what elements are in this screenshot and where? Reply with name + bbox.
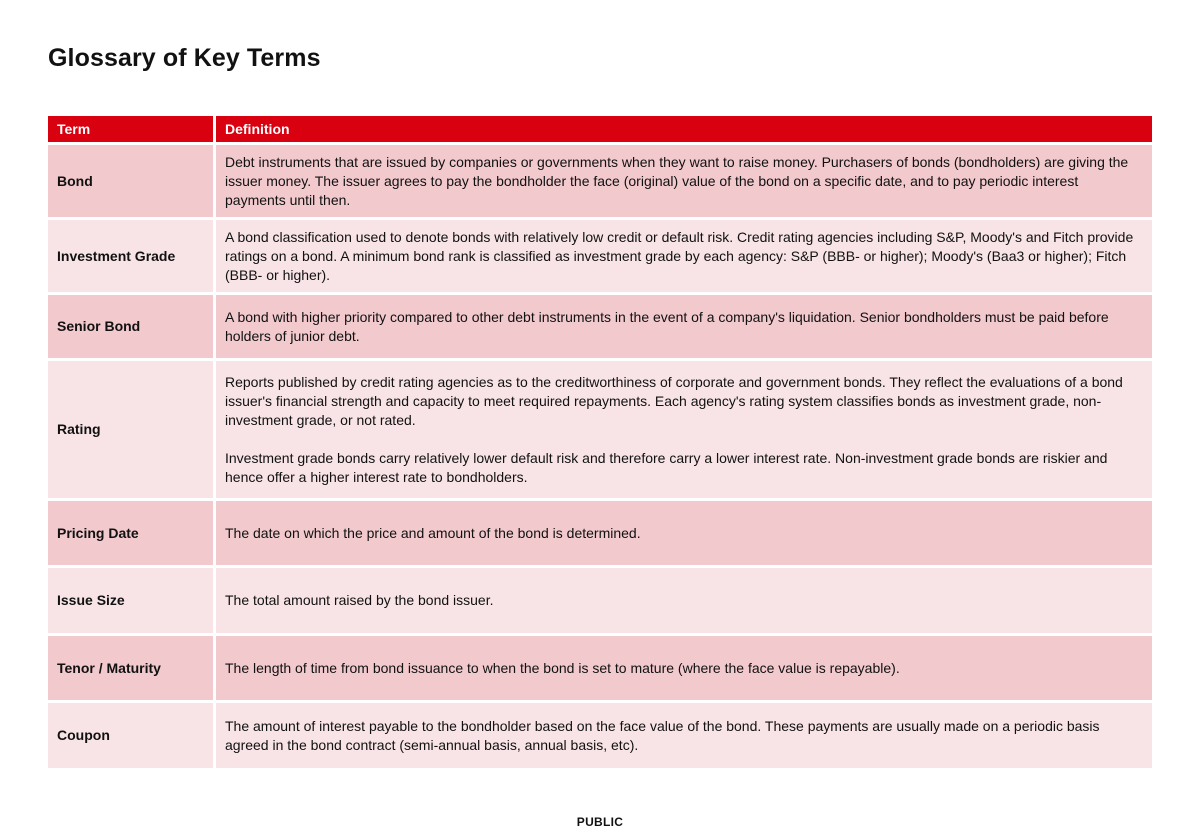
term-cell: Issue Size	[48, 568, 216, 636]
definition-cell	[216, 501, 1152, 568]
page-title: Glossary of Key Terms	[48, 44, 321, 72]
definition-cell	[216, 568, 1152, 636]
table-row	[48, 501, 1152, 568]
definition-cell	[216, 636, 1152, 703]
definition-cell	[216, 703, 1152, 771]
definition-text: Reports published by credit rating agencies as to the creditworthiness of corporate and government bonds. They reflect the evaluations of a bond issuer's financial strength and capacity to meet required repayments. Each agency's rating system classifies bonds as investment grade, non-investment grade, or not rated.	[225, 373, 1123, 428]
term-cell: Bond	[48, 145, 216, 220]
term-cell: Coupon	[48, 703, 216, 771]
term-cell: Senior Bond	[48, 295, 216, 361]
definition-cell	[216, 361, 1152, 501]
definition-text: The date on which the price and amount of the bond is determined.	[225, 524, 641, 541]
glossary-table	[48, 116, 1152, 771]
classification-label: PUBLIC	[576, 815, 624, 829]
column-header-definition: Definition	[216, 116, 1152, 145]
table-header-row	[48, 116, 1152, 145]
term-cell: Rating	[48, 361, 216, 501]
table-row	[48, 636, 1152, 703]
term-cell: Tenor / Maturity	[48, 636, 216, 703]
term-cell: Pricing Date	[48, 501, 216, 568]
definition-text: The length of time from bond issuance to when the bond is set to mature (where the face value is repayable).	[225, 659, 900, 676]
table-row	[48, 361, 1152, 501]
definition-text: Debt instruments that are issued by companies or governments when they want to raise money. Purchasers of bonds (bondholders) are giving the issuer money. The issuer agrees to pay the bondholder the face (original) value of the bond on a specific date, and to pay periodic interest payments until then.	[225, 153, 1129, 208]
definition-text: A bond classification used to denote bonds with relatively low credit or default risk. Credit rating agencies including S&P, Moody's and Fitch provide ratings on a bond. A minimum bond rank is classified as investment grade by each agency: S&P (BBB- or higher); Moody's (Baa3 or higher); Fitch (BBB- or higher).	[225, 228, 1134, 283]
definition-cell	[216, 295, 1152, 361]
definition-text: The total amount raised by the bond issuer.	[225, 592, 494, 608]
table-row	[48, 703, 1152, 771]
definition-text: A bond with higher priority compared to other debt instruments in the event of a company's liquidation. Senior bondholders must be paid before holders of junior debt.	[225, 308, 1109, 344]
definition-text: The amount of interest payable to the bondholder based on the face value of the bond. These payments are usually made on a periodic basis agreed in the bond contract (semi-annual basis, annual basis, etc).	[225, 717, 1100, 753]
definition-text: Investment grade bonds carry relatively lower default risk and therefore carry a lower interest rate. Non-investment grade bonds are riskier and hence offer a higher interest rate to bondholders.	[225, 449, 1108, 485]
definition-cell	[216, 145, 1152, 220]
table-row	[48, 220, 1152, 295]
table-row	[48, 295, 1152, 361]
column-header-term: Term	[48, 116, 216, 145]
table-row	[48, 568, 1152, 636]
definition-cell	[216, 220, 1152, 295]
table-row	[48, 145, 1152, 220]
term-cell: Investment Grade	[48, 220, 216, 295]
